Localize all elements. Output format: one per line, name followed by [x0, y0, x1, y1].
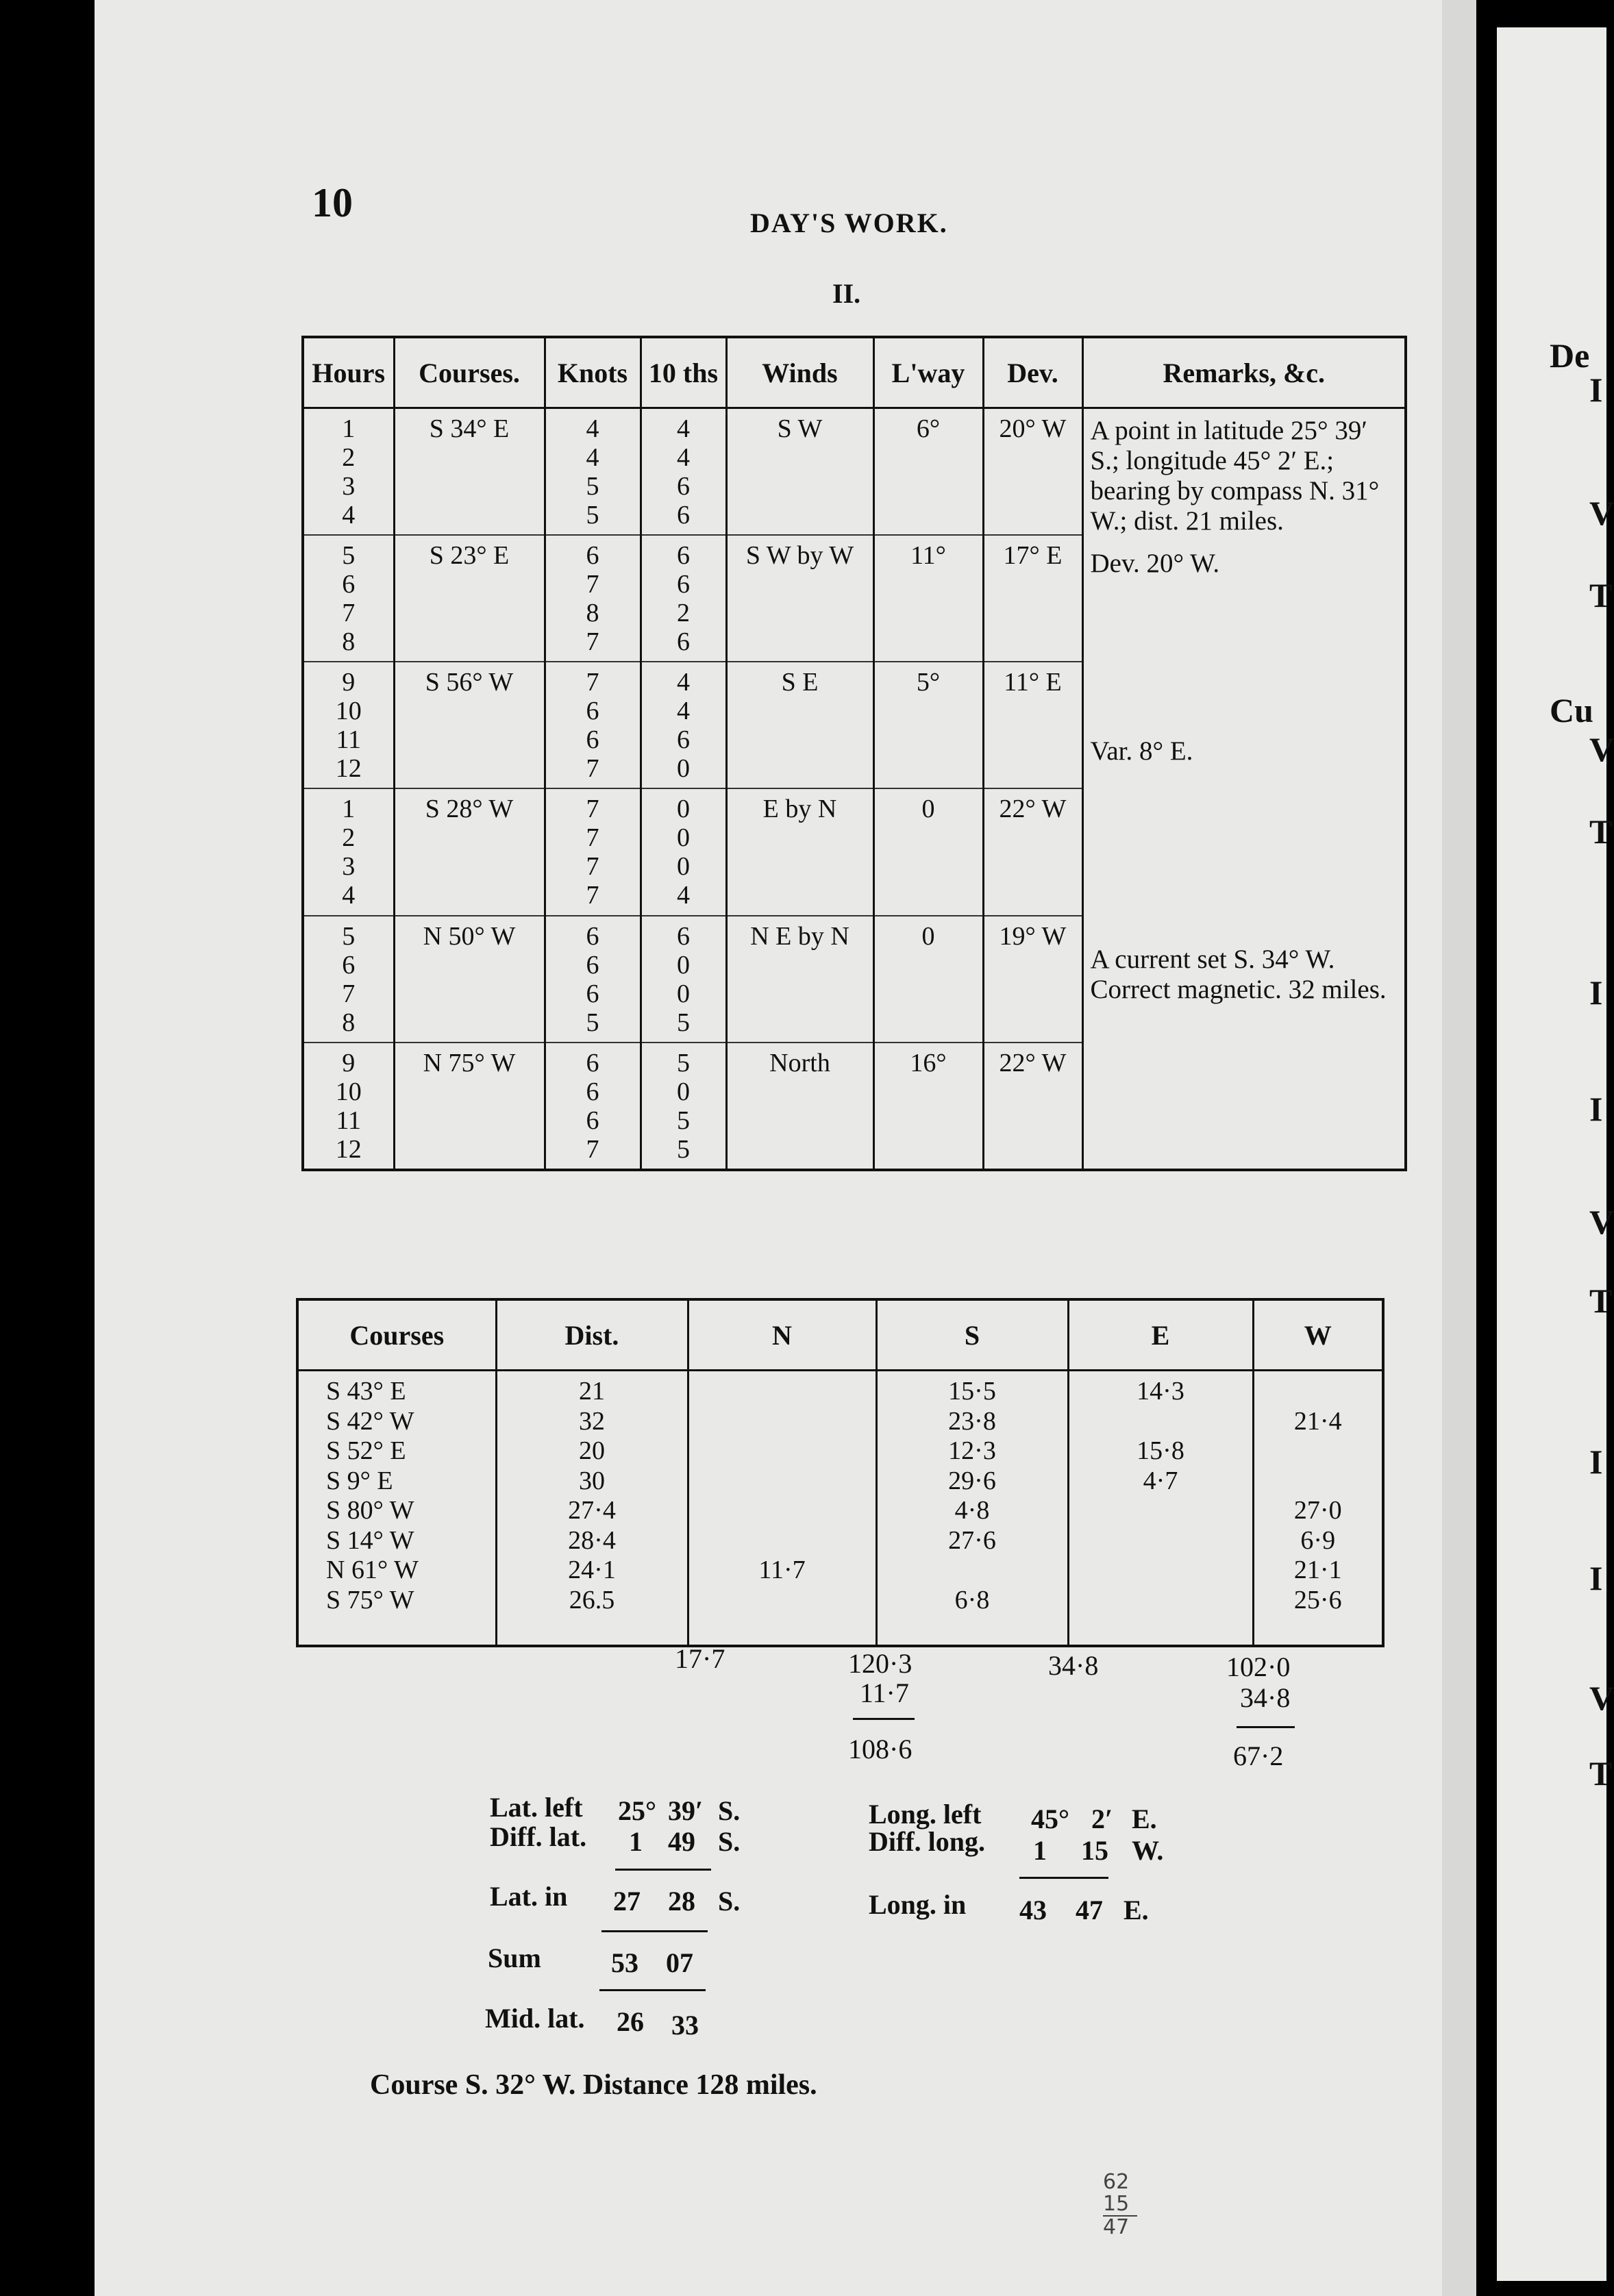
lat-rule: [601, 1930, 708, 1932]
tenths: 6: [677, 541, 690, 571]
northing: 11·7: [758, 1556, 806, 1584]
col-header: 10 ths: [641, 337, 726, 408]
col-header: Remarks, &c.: [1082, 337, 1406, 408]
total-n: 17·7: [675, 1643, 725, 1674]
mid-lat-min: 33: [671, 2010, 699, 2041]
col-header: Dist.: [496, 1299, 688, 1371]
leeway: 0: [921, 921, 935, 951]
adjacent-letter: I: [1589, 973, 1603, 1012]
course: S 56° W: [425, 668, 514, 697]
course: N 61° W: [326, 1556, 419, 1584]
log-table: [301, 336, 1407, 1171]
col-header: L'way: [873, 337, 983, 408]
col-header: W: [1253, 1299, 1383, 1371]
col-header: Dev.: [983, 337, 1082, 408]
hour: 8: [342, 627, 356, 657]
northing: [689, 1436, 876, 1467]
tenths: 0: [677, 979, 690, 1008]
tenths: 5: [677, 1106, 690, 1135]
total-e: 34·8: [1048, 1650, 1099, 1681]
southing: [878, 1556, 1067, 1586]
course: S 14° W: [326, 1525, 414, 1555]
westing: [1254, 1467, 1382, 1497]
mid-lat-label: Mid. lat.: [485, 2003, 585, 2034]
hour: 5: [342, 921, 356, 951]
diff-long-min: 15: [1081, 1835, 1108, 1866]
long-in-deg: 43: [1019, 1895, 1047, 1925]
traverse-table: [296, 1298, 1385, 1647]
hour: 11: [336, 725, 362, 755]
subtract-s: 11·7: [860, 1677, 909, 1708]
southing: 12·3: [948, 1436, 996, 1465]
diff-lat-hemi: S.: [718, 1826, 741, 1857]
long-rule: [1019, 1877, 1108, 1879]
hour: 9: [342, 1048, 356, 1077]
westing: [1254, 1377, 1382, 1407]
tenths: 4: [677, 697, 690, 726]
adjacent-letter: I: [1589, 371, 1603, 409]
hour: 1: [342, 414, 356, 443]
knots: 7: [586, 881, 599, 910]
northing: [689, 1377, 876, 1407]
knots: 6: [586, 541, 599, 571]
hour: 2: [342, 823, 356, 853]
tenths: 0: [677, 852, 690, 882]
adjacent-letter: I: [1589, 1090, 1603, 1128]
tenths: 2: [677, 599, 690, 628]
westing: 25·6: [1293, 1585, 1342, 1614]
tenths: 0: [677, 754, 690, 784]
remark: A current set S. 34° W. Correct magnetic. 32 miles.: [1090, 945, 1387, 1004]
hour: 12: [335, 754, 362, 784]
result-s: 108·6: [848, 1734, 912, 1764]
hour: 7: [342, 599, 356, 628]
hour: 4: [342, 881, 356, 910]
hour: 3: [342, 852, 356, 882]
adjacent-letter: T: [1589, 576, 1613, 614]
adjacent-letter: I: [1589, 1443, 1603, 1481]
adjacent-letter: T: [1589, 1282, 1613, 1320]
tenths: 5: [677, 1134, 690, 1164]
long-left-deg: 45°: [1031, 1804, 1069, 1834]
deviation: 22° W: [999, 795, 1067, 824]
knots: 6: [586, 697, 599, 726]
hour: 9: [342, 668, 356, 697]
knots: 6: [586, 950, 599, 979]
traverse-header-row: [297, 1299, 1383, 1371]
tenths: 6: [677, 627, 690, 657]
northing: [689, 1496, 876, 1526]
knots: 4: [586, 443, 599, 472]
remarks-cell: [1082, 408, 1406, 1171]
knots: 6: [586, 921, 599, 951]
diff-lat-deg: 1: [629, 1826, 643, 1857]
distance: 28·4: [568, 1525, 616, 1555]
hour: 10: [335, 1077, 362, 1106]
southing: 6·8: [954, 1585, 990, 1614]
tenths: 6: [677, 570, 690, 599]
tenths: 0: [677, 823, 690, 853]
sum-min: 07: [666, 1947, 693, 1978]
sum-label: Sum: [488, 1943, 541, 1973]
leeway: 11°: [910, 541, 946, 571]
lat-in-label: Lat. in: [490, 1881, 568, 1912]
sum-deg: 53: [611, 1947, 638, 1978]
hour: 12: [335, 1134, 362, 1164]
pencil-line: 47: [1103, 2215, 1137, 2238]
knots: 5: [586, 1008, 599, 1037]
total-s: 120·3: [848, 1648, 912, 1679]
long-in-min: 47: [1076, 1895, 1103, 1925]
distance: 27·4: [568, 1496, 616, 1525]
lat-left-min: 39′: [668, 1795, 704, 1826]
northing: [689, 1467, 876, 1497]
wind: S W by W: [745, 541, 854, 571]
knots: 7: [586, 570, 599, 599]
long-left-min: 2′: [1091, 1804, 1113, 1834]
section-heading: II.: [832, 278, 861, 309]
knots: 6: [586, 1048, 599, 1077]
diff-lat-min: 49: [668, 1826, 695, 1857]
tenths: 4: [677, 881, 690, 910]
westing: [1254, 1436, 1382, 1467]
course: S 43° E: [326, 1377, 406, 1406]
tenths: 0: [677, 950, 690, 979]
southing: 27·6: [948, 1525, 996, 1555]
course: N 50° W: [423, 921, 516, 951]
pencil-line: 15: [1103, 2192, 1130, 2216]
lat-in-deg: 27: [613, 1886, 641, 1917]
course: S 34° E: [429, 414, 510, 443]
easting: 4·7: [1143, 1466, 1178, 1495]
course: S 23° E: [429, 541, 510, 571]
adjacent-letter: I: [1589, 1559, 1603, 1597]
tenths: 6: [677, 472, 690, 501]
leeway: 0: [921, 795, 935, 824]
tenths: 4: [677, 443, 690, 472]
westing: 6·9: [1300, 1525, 1336, 1555]
tenths: 0: [677, 1077, 690, 1106]
lat-left-deg: 25°: [618, 1795, 656, 1826]
course-distance-result: Course S. 32° W. Distance 128 miles.: [370, 2069, 817, 2101]
knots: 7: [586, 668, 599, 697]
knots: 6: [586, 1077, 599, 1106]
col-header: Hours: [303, 337, 394, 408]
pencil-line: 62: [1103, 2170, 1130, 2194]
page-edge: [1442, 0, 1476, 2296]
long-left-label: Long. left: [869, 1799, 982, 1830]
hour: 7: [342, 979, 356, 1008]
leeway: 6°: [916, 414, 941, 443]
tenths: 6: [677, 725, 690, 755]
remark: A point in latitude 25° 39′ S.; longitude 45° 2′ E.; bearing by compass N. 31° W.; dist. 21 miles.: [1090, 416, 1380, 536]
knots: 7: [586, 754, 599, 784]
lat-left-hemi: S.: [718, 1795, 741, 1826]
diff-lat-label: Diff. lat.: [490, 1821, 587, 1852]
subtract-w: 34·8: [1240, 1682, 1291, 1713]
adjacent-letter: V: [1589, 730, 1614, 769]
col-header: N: [688, 1299, 876, 1371]
easting: [1069, 1526, 1252, 1556]
lat-in-hemi: S.: [718, 1886, 741, 1917]
result-w: 67·2: [1233, 1740, 1284, 1771]
hour: 6: [342, 950, 356, 979]
subtract-rule: [1237, 1726, 1295, 1728]
distance: 24·1: [568, 1556, 616, 1584]
easting: [1069, 1407, 1252, 1437]
distance: 26.5: [569, 1585, 615, 1614]
log-header-row: [303, 337, 1406, 408]
course: S 52° E: [326, 1436, 406, 1465]
hour: 3: [342, 472, 356, 501]
knots: 7: [586, 627, 599, 657]
col-header: Courses: [297, 1299, 496, 1371]
course: S 75° W: [326, 1585, 414, 1614]
deviation: 11° E: [1004, 668, 1062, 697]
hour: 5: [342, 541, 356, 571]
course: S 80° W: [326, 1496, 414, 1525]
adjacent-letter: V: [1589, 494, 1614, 532]
diff-long-label: Diff. long.: [869, 1826, 985, 1857]
northing: [689, 1526, 876, 1556]
knots: 6: [586, 725, 599, 755]
easting: 15·8: [1137, 1436, 1184, 1465]
knots: 6: [586, 979, 599, 1008]
knots: 7: [586, 823, 599, 853]
mid-lat-deg: 26: [617, 2006, 644, 2037]
westing: 27·0: [1293, 1496, 1342, 1525]
deviation: 22° W: [999, 1048, 1067, 1077]
diff-long-hemi: W.: [1132, 1835, 1164, 1866]
col-header: Winds: [726, 337, 873, 408]
adjacent-letter: De: [1550, 336, 1590, 375]
remark: Var. 8° E.: [1090, 736, 1193, 766]
adjacent-letter: T: [1589, 812, 1613, 851]
distance: 20: [579, 1436, 605, 1465]
hour: 4: [342, 501, 356, 529]
adjacent-letter: V: [1589, 1679, 1614, 1717]
wind: E by N: [762, 795, 837, 824]
westing: 21·4: [1293, 1406, 1342, 1436]
tenths: 4: [677, 668, 690, 697]
book-gutter: [1476, 0, 1497, 2296]
northing: [689, 1586, 876, 1616]
lat-in-min: 28: [668, 1886, 695, 1917]
northing: [689, 1407, 876, 1437]
adjacent-letter: T: [1589, 1754, 1613, 1793]
knots: 5: [586, 501, 599, 529]
leeway: 5°: [916, 668, 941, 697]
traverse-body: [297, 1371, 1383, 1647]
lat-left-label: Lat. left: [490, 1792, 583, 1823]
easting: [1069, 1586, 1252, 1616]
southing: 23·8: [948, 1406, 996, 1436]
deviation: 20° W: [999, 414, 1067, 443]
southing: 29·6: [948, 1466, 996, 1495]
distance: 32: [579, 1406, 605, 1436]
running-head: DAY'S WORK.: [750, 208, 948, 238]
knots: 8: [586, 599, 599, 628]
long-in-hemi: E.: [1123, 1895, 1149, 1925]
hour: 6: [342, 570, 356, 599]
pencil-note: [1103, 2171, 1137, 2238]
adjacent-letter: Cu: [1550, 691, 1593, 729]
leeway: 16°: [910, 1048, 947, 1077]
col-header: E: [1068, 1299, 1253, 1371]
wind: S E: [781, 668, 819, 697]
tenths: 6: [677, 921, 690, 951]
distance: 30: [579, 1466, 605, 1495]
lat-rule: [599, 1989, 706, 1991]
diff-long-deg: 1: [1033, 1835, 1047, 1866]
distance: 21: [579, 1377, 605, 1406]
long-left-hemi: E.: [1132, 1804, 1157, 1834]
tenths: 6: [677, 501, 690, 529]
col-header: Knots: [545, 337, 641, 408]
easting: [1069, 1496, 1252, 1526]
page-number: 10: [312, 180, 353, 225]
southing: 15·5: [948, 1377, 996, 1406]
hour: 2: [342, 443, 356, 472]
tenths: 5: [677, 1048, 690, 1077]
course: S 28° W: [425, 795, 514, 824]
long-in-label: Long. in: [869, 1889, 967, 1920]
subtract-rule: [853, 1718, 915, 1720]
knots: 5: [586, 472, 599, 501]
course: S 9° E: [326, 1466, 393, 1495]
wind: North: [769, 1048, 830, 1077]
course: N 75° W: [423, 1048, 516, 1077]
hour: 1: [342, 795, 356, 824]
wind: N E by N: [750, 921, 849, 951]
deviation: 19° W: [999, 921, 1067, 951]
easting: 14·3: [1137, 1377, 1184, 1406]
wind: S W: [777, 414, 823, 443]
knots: 4: [586, 414, 599, 443]
knots: 7: [586, 852, 599, 882]
tenths: 0: [677, 795, 690, 824]
remark: Dev. 20° W.: [1090, 549, 1220, 578]
hour: 10: [335, 697, 362, 726]
knots: 7: [586, 1134, 599, 1164]
southing: 4·8: [954, 1496, 990, 1525]
lat-rule: [615, 1869, 711, 1871]
col-header: S: [876, 1299, 1068, 1371]
westing: 21·1: [1293, 1556, 1342, 1584]
total-w: 102·0: [1226, 1651, 1291, 1682]
knots: 7: [586, 795, 599, 824]
deviation: 17° E: [1003, 541, 1063, 571]
easting: [1069, 1556, 1252, 1586]
tenths: 4: [677, 414, 690, 443]
hour: 11: [336, 1106, 362, 1135]
hour: 8: [342, 1008, 356, 1037]
col-header: Courses.: [394, 337, 545, 408]
adjacent-letter: V: [1589, 1203, 1614, 1241]
course: S 42° W: [326, 1406, 414, 1436]
knots: 6: [586, 1106, 599, 1135]
log-block: [303, 408, 1406, 536]
tenths: 5: [677, 1008, 690, 1037]
